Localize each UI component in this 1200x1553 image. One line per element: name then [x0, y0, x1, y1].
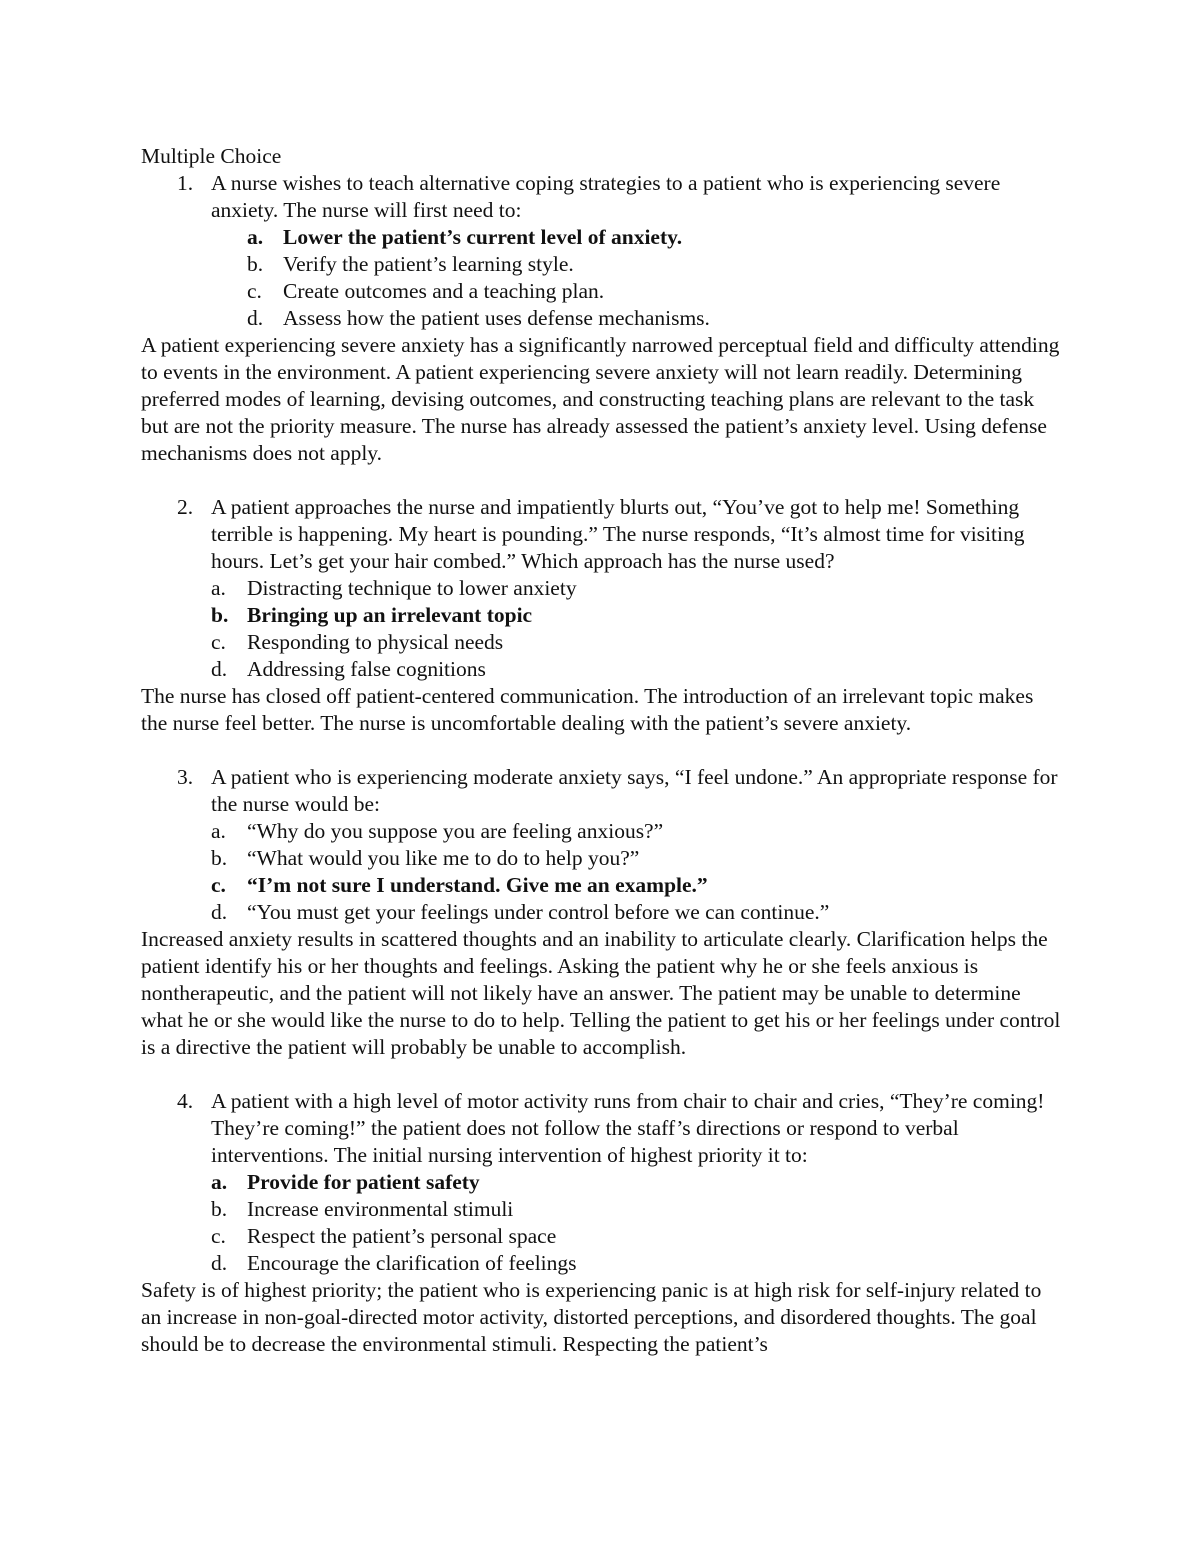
spacer — [141, 737, 1061, 764]
question-number: 3. — [177, 765, 194, 789]
option-letter: c. — [211, 873, 226, 897]
option-list — [141, 575, 1061, 683]
option-c — [211, 872, 1061, 899]
option-letter: d. — [211, 657, 228, 681]
question-1 — [141, 170, 1061, 467]
option-b — [211, 251, 1061, 278]
rationale: The nurse has closed off patient-centered communication. The introduction of an irrelevant topic makes the nurse feel better. The nurse is uncomfortable dealing with the patient’s severe anxiety. — [141, 684, 1034, 735]
section-heading: Multiple Choice — [141, 144, 282, 168]
option-a — [211, 818, 1061, 845]
option-text: Assess how the patient uses defense mechanisms. — [283, 306, 710, 330]
rationale: Increased anxiety results in scattered thoughts and an inability to articulate clearly. Clarification helps the patient identify his or her thoughts and feelings. Asking the patient why he or she feels anxious is nontherapeutic, and the patient will not likely have an answer. The patient may be unable to determine what he or she would like the nurse to do to help. Telling the patient to get his or her feelings under control is a directive the patient will probably be unable to accomplish. — [141, 927, 1061, 1059]
spacer — [141, 1061, 1061, 1088]
option-text: Encourage the clarification of feelings — [247, 1251, 577, 1275]
option-a — [211, 575, 1061, 602]
option-text: Lower the patient’s current level of anxiety. — [283, 225, 683, 249]
option-letter: c. — [247, 279, 262, 303]
question-text: A nurse wishes to teach alternative coping strategies to a patient who is experiencing severe anxiety. The nurse will first need to: — [211, 171, 1001, 222]
option-letter: b. — [211, 1197, 228, 1221]
option-list — [141, 1169, 1061, 1277]
option-d — [211, 305, 1061, 332]
option-text: “Why do you suppose you are feeling anxious?” — [247, 819, 664, 843]
option-text: Verify the patient’s learning style. — [283, 252, 574, 276]
option-letter: b. — [247, 252, 264, 276]
question-text: A patient with a high level of motor activity runs from chair to chair and cries, “They’re coming! They’re coming!” the patient does not follow the staff’s directions or respond to verbal interventions. The initial nursing intervention of highest priority it to: — [211, 1089, 1045, 1167]
question-number: 4. — [177, 1089, 194, 1113]
option-letter: d. — [211, 1251, 228, 1275]
option-text: Bringing up an irrelevant topic — [247, 603, 533, 627]
option-d — [211, 1250, 1061, 1277]
option-a — [211, 1169, 1061, 1196]
option-letter: b. — [211, 603, 229, 627]
option-text: Distracting technique to lower anxiety — [247, 576, 577, 600]
option-list — [141, 818, 1061, 926]
option-letter: a. — [211, 1170, 228, 1194]
option-text: Addressing false cognitions — [247, 657, 486, 681]
question-number: 1. — [177, 171, 194, 195]
option-text: Responding to physical needs — [247, 630, 504, 654]
option-c — [211, 278, 1061, 305]
option-text: Provide for patient safety — [247, 1170, 480, 1194]
option-text: Create outcomes and a teaching plan. — [283, 279, 605, 303]
option-list — [141, 224, 1061, 332]
option-b — [211, 845, 1061, 872]
option-letter: b. — [211, 846, 228, 870]
option-letter: a. — [211, 576, 226, 600]
option-letter: c. — [211, 630, 226, 654]
option-letter: a. — [211, 819, 226, 843]
question-stem — [141, 494, 1061, 575]
option-text: Increase environmental stimuli — [247, 1197, 514, 1221]
question-number: 2. — [177, 495, 194, 519]
spacer — [141, 467, 1061, 494]
option-b — [211, 602, 1061, 629]
option-a — [211, 224, 1061, 251]
option-letter: a. — [247, 225, 264, 249]
document-page — [141, 143, 1061, 1358]
option-c — [211, 629, 1061, 656]
rationale: A patient experiencing severe anxiety has a significantly narrowed perceptual field and difficulty attending to events in the environment. A patient experiencing severe anxiety will not learn readily. Determining preferred modes of learning, devising outcomes, and constructing teaching plans are relevant to the task but are not the priority measure. The nurse has already assessed the patient’s anxiety level. Using defense mechanisms does not apply. — [141, 333, 1060, 465]
option-letter: d. — [211, 900, 228, 924]
option-letter: d. — [247, 306, 264, 330]
option-text: “What would you like me to do to help you?” — [247, 846, 640, 870]
question-3 — [141, 764, 1061, 1061]
question-stem — [141, 764, 1061, 818]
option-letter: c. — [211, 1224, 226, 1248]
question-2 — [141, 494, 1061, 737]
option-text: Respect the patient’s personal space — [247, 1224, 557, 1248]
option-c — [211, 1223, 1061, 1250]
question-stem — [141, 170, 1061, 224]
option-text: “You must get your feelings under control before we can continue.” — [247, 900, 830, 924]
option-d — [211, 899, 1061, 926]
question-text: A patient approaches the nurse and impatiently blurts out, “You’ve got to help me! Something terrible is happening. My heart is pounding.” The nurse responds, “It’s almost time for visiting hours. Let’s get your hair combed.” Which approach has the nurse used? — [211, 495, 1025, 573]
rationale: Safety is of highest priority; the patient who is experiencing panic is at high risk for self-injury related to an increase in non-goal-directed motor activity, distorted perceptions, and disordered thoughts. The goal should be to decrease the environmental stimuli. Respecting the patient’s — [141, 1278, 1042, 1356]
option-b — [211, 1196, 1061, 1223]
option-d — [211, 656, 1061, 683]
question-4 — [141, 1088, 1061, 1358]
option-text: “I’m not sure I understand. Give me an example.” — [247, 873, 708, 897]
question-stem — [141, 1088, 1061, 1169]
question-text: A patient who is experiencing moderate anxiety says, “I feel undone.” An appropriate response for the nurse would be: — [211, 765, 1058, 816]
